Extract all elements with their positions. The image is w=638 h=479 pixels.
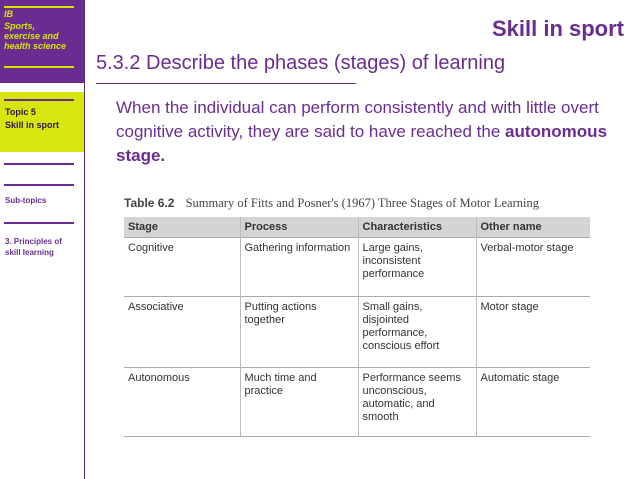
brand-divider-bottom [4, 66, 74, 68]
table-row [124, 238, 590, 297]
cell-characteristics: Large gains, inconsistent performance [358, 238, 476, 297]
cell-process: Gathering information [240, 238, 358, 297]
table-row [124, 368, 590, 437]
cell-characteristics: Small gains, disjointed performance, conscious effort [358, 297, 476, 368]
stages-table-figure [124, 196, 584, 437]
cell-other-name: Verbal-motor stage [476, 238, 590, 297]
body-text: When the individual can perform consistently and with little overt cognitive activity, they are said to have reached the [116, 98, 599, 141]
topic-line-2: Skill in sport [5, 120, 60, 130]
divider-2 [4, 184, 74, 186]
sidebar [0, 0, 85, 479]
topic-line-1: Topic 5 [5, 107, 36, 117]
table-row [124, 297, 590, 368]
table-caption-text: Summary of Fitts and Posner's (1967) Three Stages of Motor Learning [185, 196, 539, 210]
table-label: Table 6.2 [124, 196, 175, 210]
table-caption [124, 196, 584, 211]
divider-1 [4, 163, 74, 165]
brand-line-1: IB [4, 9, 13, 19]
cell-other-name: Motor stage [476, 297, 590, 368]
header-process: Process [240, 217, 358, 238]
body-paragraph [116, 96, 626, 168]
cell-characteristics: Performance seems unconscious, automatic, and smooth [358, 368, 476, 437]
brand-text [4, 9, 84, 51]
header-stage: Stage [124, 217, 240, 238]
cell-stage: Associative [124, 297, 240, 368]
body-emphasis: autonomous stage. [116, 122, 608, 165]
topic-label[interactable] [5, 106, 59, 132]
subtopics-label[interactable]: Sub-topics [5, 196, 47, 205]
cell-stage: Cognitive [124, 238, 240, 297]
brand-line-4: health science [4, 41, 67, 51]
table-header-row [124, 217, 590, 238]
divider-3 [4, 222, 74, 224]
current-subtopic-line-1: 3. Principles of [5, 237, 62, 246]
current-subtopic-line-2: skill learning [5, 248, 54, 257]
cell-process: Putting actions together [240, 297, 358, 368]
brand-line-3: exercise and [4, 31, 59, 41]
brand-divider-top [4, 6, 74, 8]
cell-other-name: Automatic stage [476, 368, 590, 437]
page-title: Skill in sport [491, 16, 624, 41]
cell-process: Much time and practice [240, 368, 358, 437]
current-subtopic[interactable] [5, 236, 62, 258]
header-other-name: Other name [476, 217, 590, 238]
slide-subtitle: 5.3.2 Describe the phases (stages) of learning [96, 52, 506, 74]
topic-divider [4, 99, 74, 101]
header-characteristics: Characteristics [358, 217, 476, 238]
cell-stage: Autonomous [124, 368, 240, 437]
stages-table [124, 217, 590, 437]
brand-line-2: Sports, [4, 21, 36, 31]
subtitle-underline [96, 83, 356, 84]
